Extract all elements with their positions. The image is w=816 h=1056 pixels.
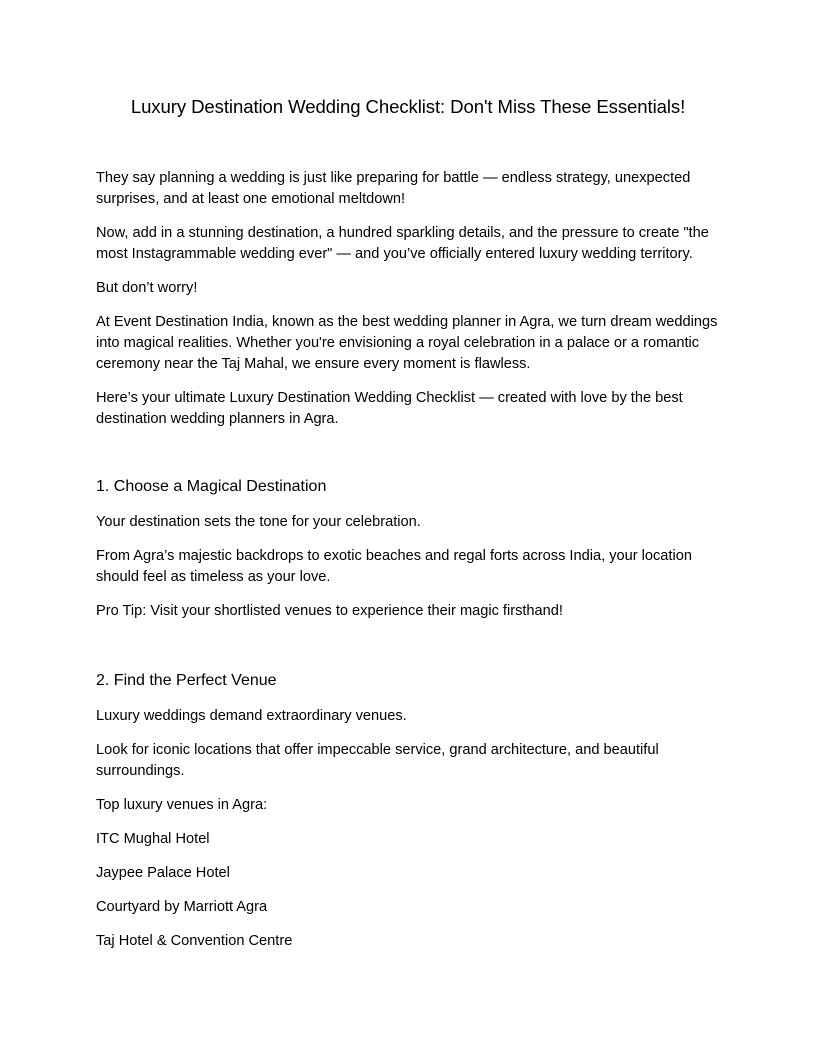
- section-paragraph: Top luxury venues in Agra:: [96, 797, 268, 813]
- section-heading: 1. Choose a Magical Destination: [96, 478, 327, 495]
- venue-item: Jaypee Palace Hotel: [96, 865, 230, 881]
- intro-paragraph: They say planning a wedding is just like preparing for battle — endless strategy, unexpected surprises, and at least one emotional meltdown!: [96, 170, 691, 207]
- section-paragraph: Look for iconic locations that offer impeccable service, grand architecture, and beautiful surroundings.: [96, 742, 659, 779]
- section-paragraph: From Agra’s majestic backdrops to exotic beaches and regal forts across India, your location should feel as timeless as your love.: [96, 548, 692, 585]
- venue-item: Taj Hotel & Convention Centre: [96, 933, 293, 949]
- intro-paragraph: At Event Destination India, known as the best wedding planner in Agra, we turn dream weddings into magical realities. Whether you're envisioning a royal celebration in a palace or a romantic ceremony near the Taj Mahal, we ensure every moment is flawless.: [96, 314, 718, 372]
- section-paragraph: Your destination sets the tone for your celebration.: [96, 514, 421, 530]
- section-heading: 2. Find the Perfect Venue: [96, 672, 277, 689]
- section-venue: [96, 670, 720, 965]
- intro-paragraph: But don’t worry!: [96, 280, 198, 296]
- intro-paragraph: Now, add in a stunning destination, a hundred sparkling details, and the pressure to create "the most Instagrammable wedding ever" — and you’ve officially entered luxury wedding territory.: [96, 225, 709, 262]
- section-destination: [96, 476, 720, 635]
- section-paragraph: Pro Tip: Visit your shortlisted venues to experience their magic firsthand!: [96, 603, 563, 619]
- section-paragraph: Luxury weddings demand extraordinary venues.: [96, 708, 407, 724]
- intro-section: [96, 168, 720, 443]
- venue-item: Courtyard by Marriott Agra: [96, 899, 268, 915]
- venue-item: ITC Mughal Hotel: [96, 831, 210, 847]
- intro-paragraph: Here’s your ultimate Luxury Destination Wedding Checklist — created with love by the best destination wedding planners in Agra.: [96, 390, 683, 427]
- page-title: Luxury Destination Wedding Checklist: Don't Miss These Essentials!: [130, 96, 686, 117]
